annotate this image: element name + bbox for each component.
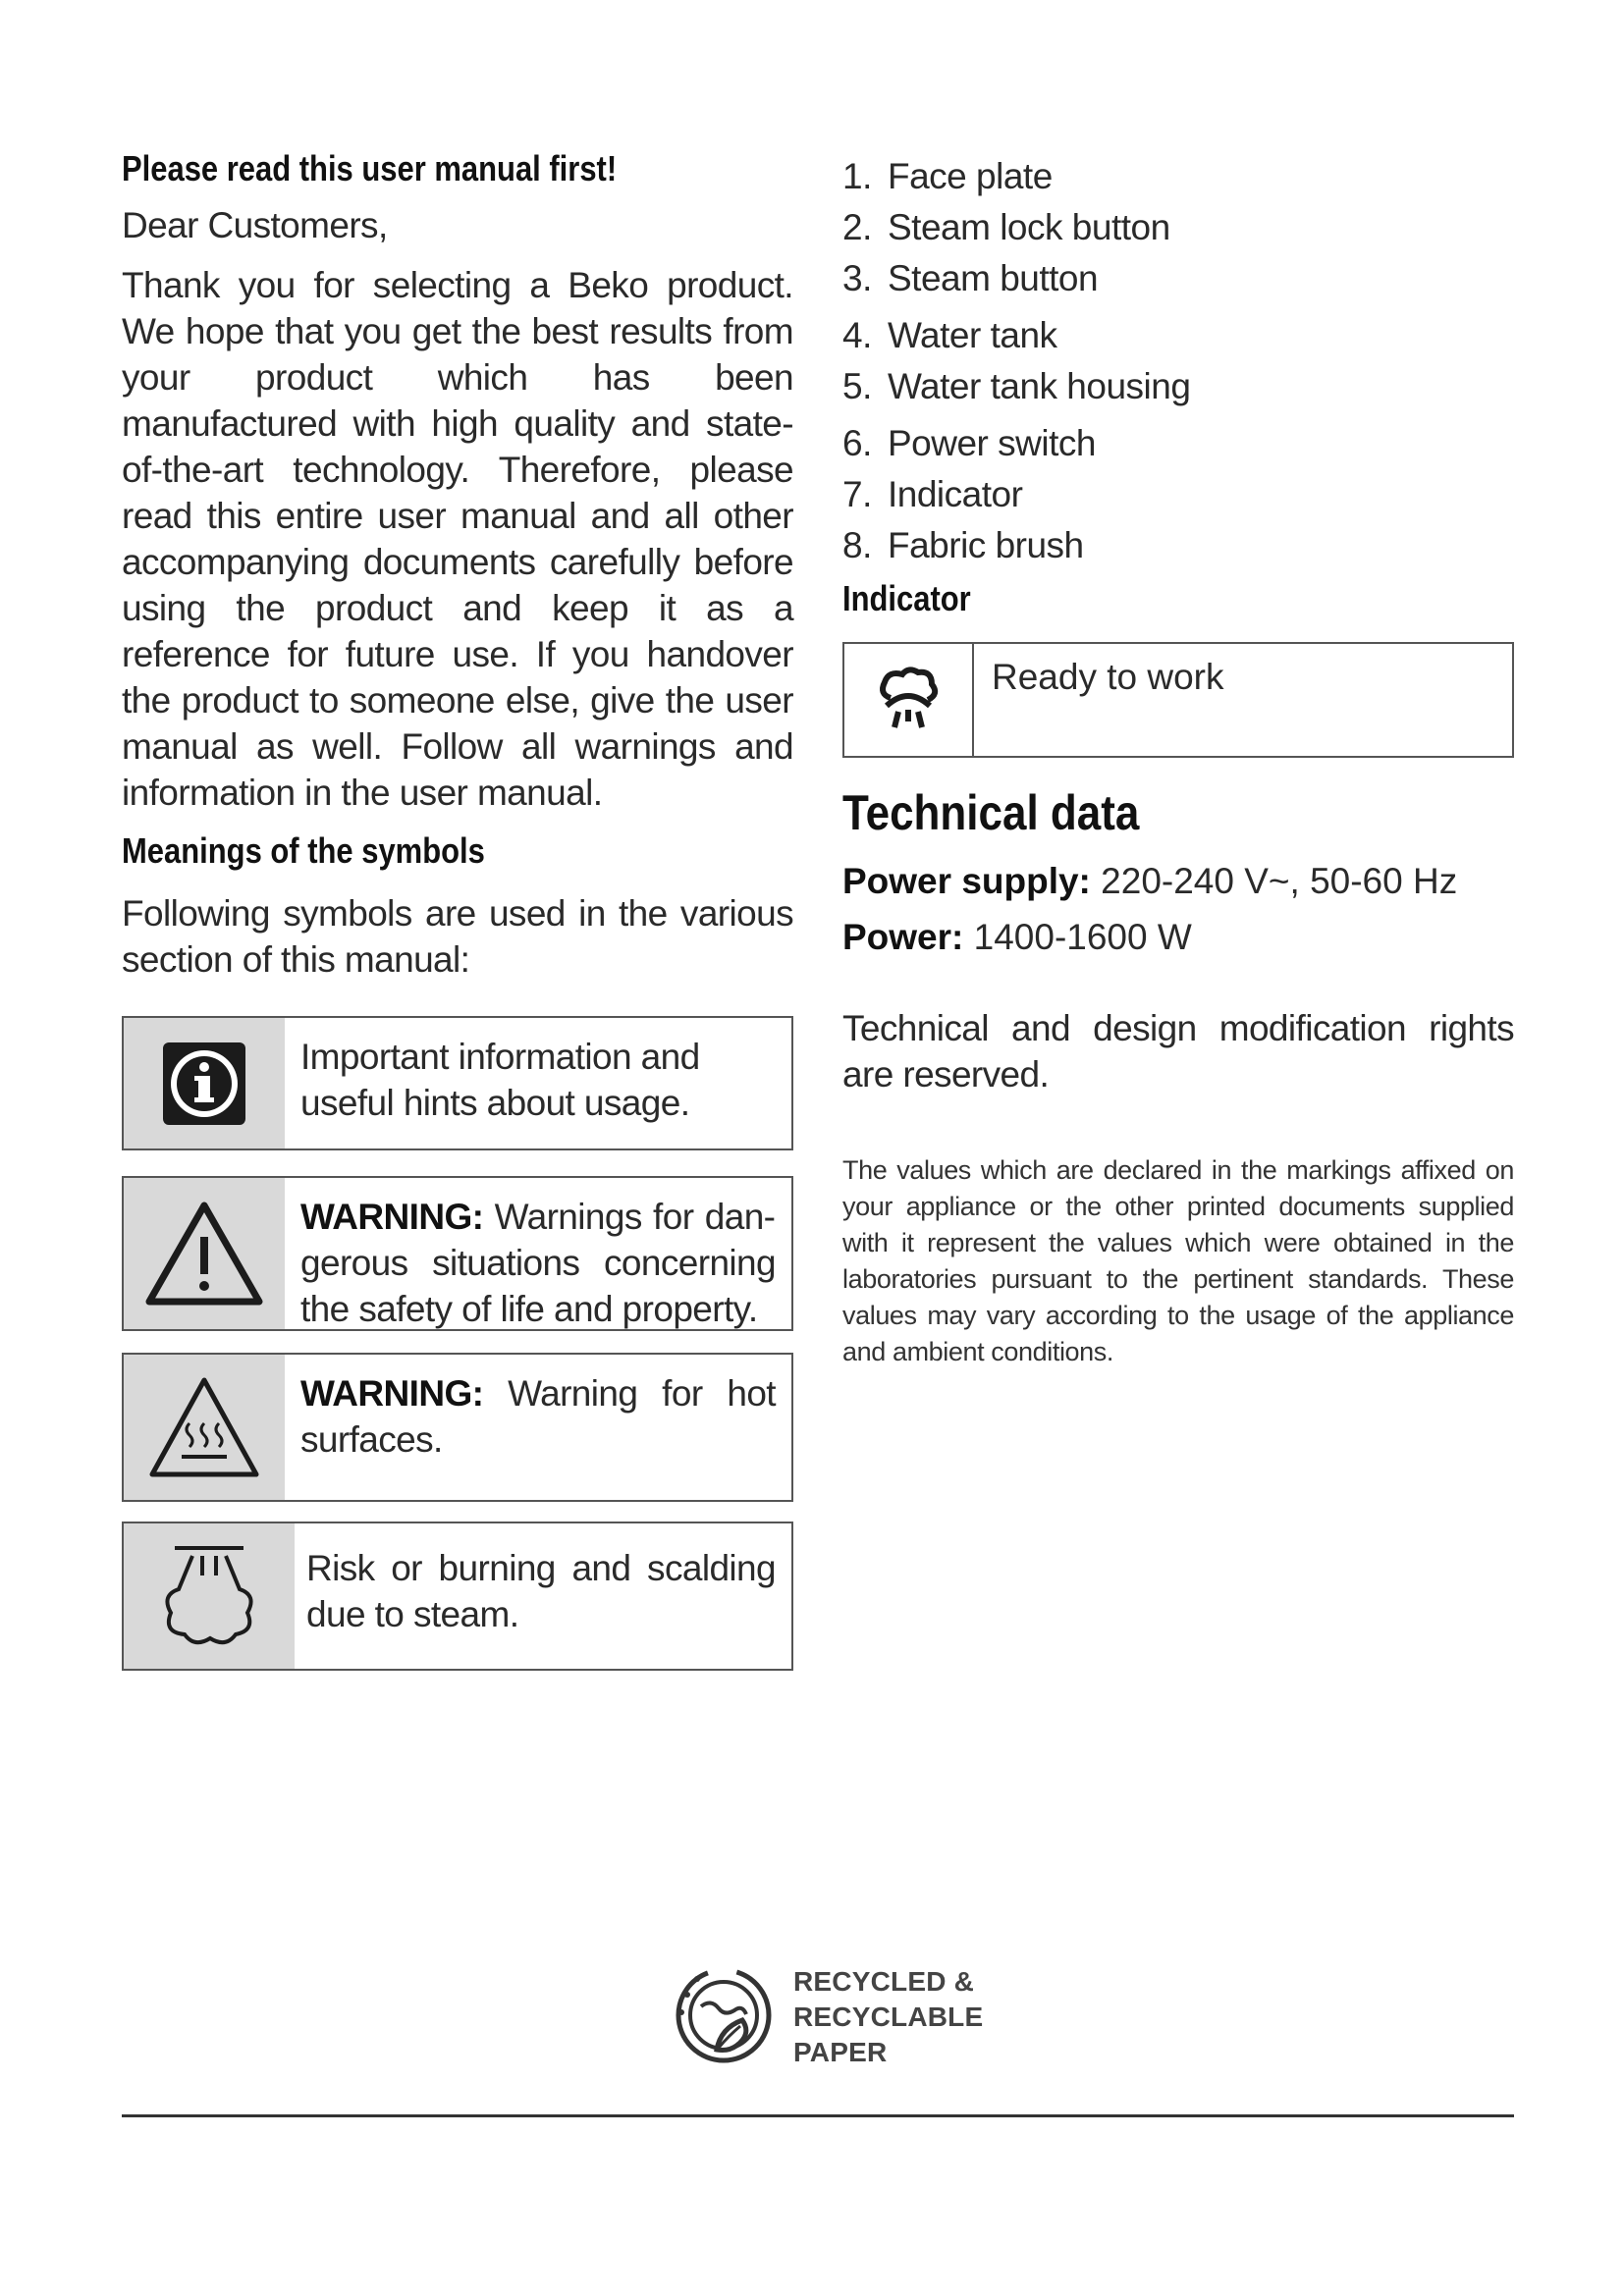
page-title: Please read this user manual first! (122, 148, 618, 188)
steam-icon (124, 1523, 295, 1669)
greeting: Dear Customers, (122, 205, 388, 245)
indicator-heading: Indicator (842, 578, 971, 618)
warning-triangle-icon (124, 1178, 285, 1329)
list-item: 5. Water tank housing (842, 366, 1191, 406)
symbol-warning-bold: WARNING: (300, 1197, 484, 1237)
meanings-heading: Meanings of the symbols (122, 830, 485, 871)
symbol-warning-box (122, 1176, 793, 1331)
symbol-info-text: Important information and useful hints about usage. (300, 1037, 700, 1123)
symbol-hot-text: Warning for hot surfaces. (300, 1373, 776, 1460)
symbol-hot-surface-box (122, 1353, 793, 1502)
list-item: 2. Steam lock button (842, 207, 1170, 247)
meanings-text: Following symbols are used in the various section of this manual: (122, 893, 793, 980)
symbol-steam-box (122, 1522, 793, 1671)
intro-paragraph: Thank you for selecting a Beko product. We hope that you get the best results from your product which has been manufactured with high quality and state-of-the-art technology. Therefore, please read this entire user manual and all other accompanying documents carefully before using the product and keep it as a reference for future use. If you handover the product to someone else, give the user manual as well. Follow all warnings and information in the user manual. (122, 265, 793, 813)
recycled-paper-logo (668, 1958, 982, 2076)
hot-surface-icon (124, 1355, 285, 1500)
power-line: Power: 1400-1600 W (842, 917, 1192, 957)
right-column (842, 147, 1514, 1370)
symbol-warning-text: Warnings for dangerous situations concerning the safety of life and property. (300, 1197, 776, 1329)
symbol-hot-bold: WARNING: (300, 1373, 484, 1414)
values-note: The values which are declared in the markings affixed on your appliance or the other printed documents supplied with it represent the values which were obtained in the laboratories pursuant to the pertinent standards. These values may vary according to the usage of the appliance and ambient conditions. (842, 1155, 1514, 1366)
indicator-ready-text: Ready to work (992, 657, 1224, 697)
power-supply-line: Power supply: 220-240 V~, 50-60 Hz (842, 861, 1458, 901)
info-icon (124, 1018, 285, 1148)
symbol-info-box (122, 1016, 793, 1150)
list-item: 3. Steam button (842, 258, 1099, 298)
symbol-steam-text: Risk or burning and scalding due to steam. (306, 1548, 776, 1634)
steam-ready-icon (844, 644, 974, 756)
list-item: 8. Fabric brush (842, 525, 1084, 565)
list-item: 1. Face plate (842, 156, 1053, 196)
indicator-table (842, 642, 1514, 758)
list-item: 6. Power switch (842, 423, 1096, 463)
bottom-divider (122, 2114, 1514, 2117)
list-item: 7. Indicator (842, 474, 1023, 514)
rights-text: Technical and design modification rights are reserved. (842, 1008, 1514, 1095)
parts-list (842, 151, 1514, 571)
recycled-paper-text: RECYCLED & RECYCLABLE PAPER (793, 1966, 984, 2067)
list-item: 4. Water tank (842, 315, 1057, 355)
technical-data-heading: Technical data (842, 785, 1140, 840)
left-column (122, 147, 793, 1671)
recycled-paper-icon (668, 1959, 780, 2076)
